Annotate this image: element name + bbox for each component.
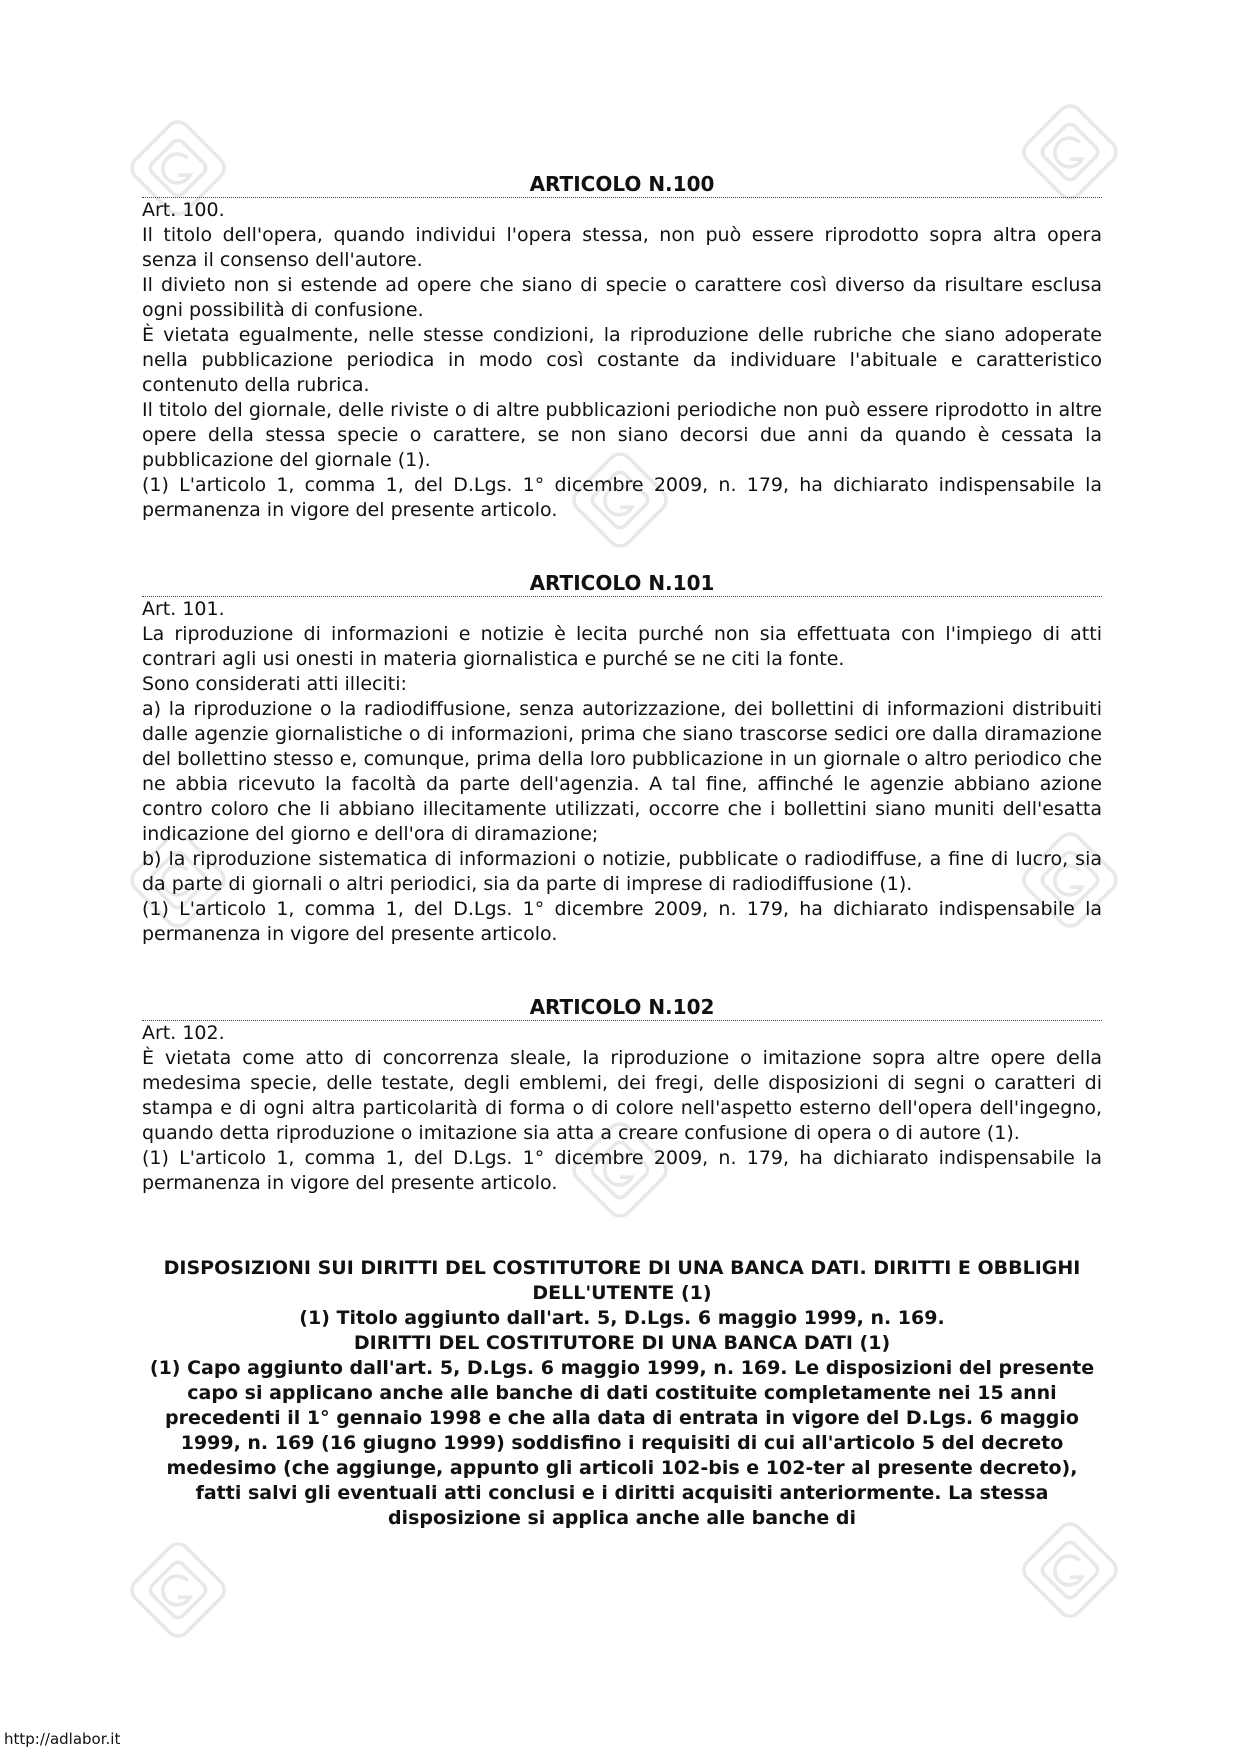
article-101 (142, 571, 1102, 947)
article-paragraph: Il divieto non si estende ad opere che siano di specie o carattere così diverso da risultare esclusa ogni possibilità di confusione. (142, 274, 1102, 321)
document-page (142, 172, 1102, 1531)
article-number: Art. 102. (142, 1022, 225, 1044)
article-footnote: (1) L'articolo 1, comma 1, del D.Lgs. 1° dicembre 2009, n. 179, ha dichiarato indispensabile la permanenza in vigore del presente articolo. (142, 898, 1102, 945)
section-heading-banca-dati (142, 1256, 1102, 1531)
article-number: Art. 100. (142, 199, 225, 221)
watermark-logo-icon (118, 1530, 238, 1650)
article-footnote: (1) L'articolo 1, comma 1, del D.Lgs. 1° dicembre 2009, n. 179, ha dichiarato indispensabile la permanenza in vigore del presente articolo. (142, 1147, 1102, 1194)
article-number: Art. 101. (142, 598, 225, 620)
section-note: (1) Titolo aggiunto dall'art. 5, D.Lgs. 6 maggio 1999, n. 169. (299, 1307, 945, 1329)
article-100 (142, 172, 1102, 523)
footer-url[interactable]: http://adlabor.it (4, 1730, 121, 1748)
article-102 (142, 995, 1102, 1196)
chapter-title: DIRITTI DEL COSTITUTORE DI UNA BANCA DATI (1) (353, 1332, 891, 1354)
article-title: ARTICOLO N.102 (142, 995, 1102, 1021)
section-title: DISPOSIZIONI SUI DIRITTI DEL COSTITUTORE DI UNA BANCA DATI. DIRITTI E OBBLIGHI DELL'UTENTE (1) (163, 1257, 1081, 1304)
article-paragraph: La riproduzione di informazioni e notizie è lecita purché non sia effettuata con l'impiego di atti contrari agli usi onesti in materia giornalistica e purché se ne citi la fonte. (142, 623, 1102, 670)
article-paragraph: È vietata egualmente, nelle stesse condizioni, la riproduzione delle rubriche che siano adoperate nella pubblicazione periodica in modo così costante da individuare l'abituale e caratteristico contenuto della rubrica. (142, 324, 1102, 396)
article-title: ARTICOLO N.101 (142, 571, 1102, 597)
article-paragraph: Il titolo dell'opera, quando individui l'opera stessa, non può essere riprodotto sopra altra opera senza il consenso dell'autore. (142, 224, 1102, 271)
article-footnote: (1) L'articolo 1, comma 1, del D.Lgs. 1° dicembre 2009, n. 179, ha dichiarato indispensabile la permanenza in vigore del presente articolo. (142, 474, 1102, 521)
article-paragraph: È vietata come atto di concorrenza sleale, la riproduzione o imitazione sopra altre opere della medesima specie, delle testate, degli emblemi, dei fregi, delle disposizioni di segni o caratteri di stampa e di ogni altra particolarità di forma o di colore nell'aspetto esterno dell'opera dell'ingegno, quando detta riproduzione o imitazione sia atta a creare confusione di opera o di autore (1). (142, 1047, 1102, 1144)
article-paragraph: Il titolo del giornale, delle riviste o di altre pubblicazioni periodiche non può essere riprodotto in altre opere della stessa specie o carattere, se non siano decorsi due anni da quando è cessata la pubblicazione del giornale (1). (142, 399, 1102, 471)
article-paragraph: a) la riproduzione o la radiodiffusione, senza autorizzazione, dei bollettini di informazioni distribuiti dalle agenzie giornalistiche o di informazioni, prima che siano trascorse sedici ore dalla diramazione del bollettino stesso e, comunque, prima della loro pubblicazione in un giornale o altro periodico che ne abbia ricevuto la facoltà da parte dell'agenzia. A tal fine, affinché le agenzie abbiano azione contro coloro che li abbiano illecitamente utilizzati, occorre che i bollettini siano muniti dell'esatta indicazione del giorno e dell'ora di diramazione; (142, 698, 1102, 845)
article-paragraph: Sono considerati atti illeciti: (142, 673, 407, 695)
chapter-note: (1) Capo aggiunto dall'art. 5, D.Lgs. 6 maggio 1999, n. 169. Le disposizioni del presente capo si applicano anche alle banche di dati costituite completamente nei 15 anni precedenti il 1° gennaio 1998 e che alla data di entrata in vigore del D.Lgs. 6 maggio 1999, n. 169 (16 giugno 1999) soddisfino i requisiti di cui all'articolo 5 del decreto medesimo (che aggiunge, appunto gli articoli 102-bis e 102-ter al presente decreto), fatti salvi gli eventuali atti conclusi e i diritti acquisiti anteriormente. La stessa disposizione si applica anche alle banche di (149, 1357, 1095, 1529)
article-paragraph: b) la riproduzione sistematica di informazioni o notizie, pubblicate o radiodiffuse, a fine di lucro, sia da parte di giornali o altri periodici, sia da parte di imprese di radiodiffusione (1). (142, 848, 1102, 895)
article-title: ARTICOLO N.100 (142, 172, 1102, 198)
